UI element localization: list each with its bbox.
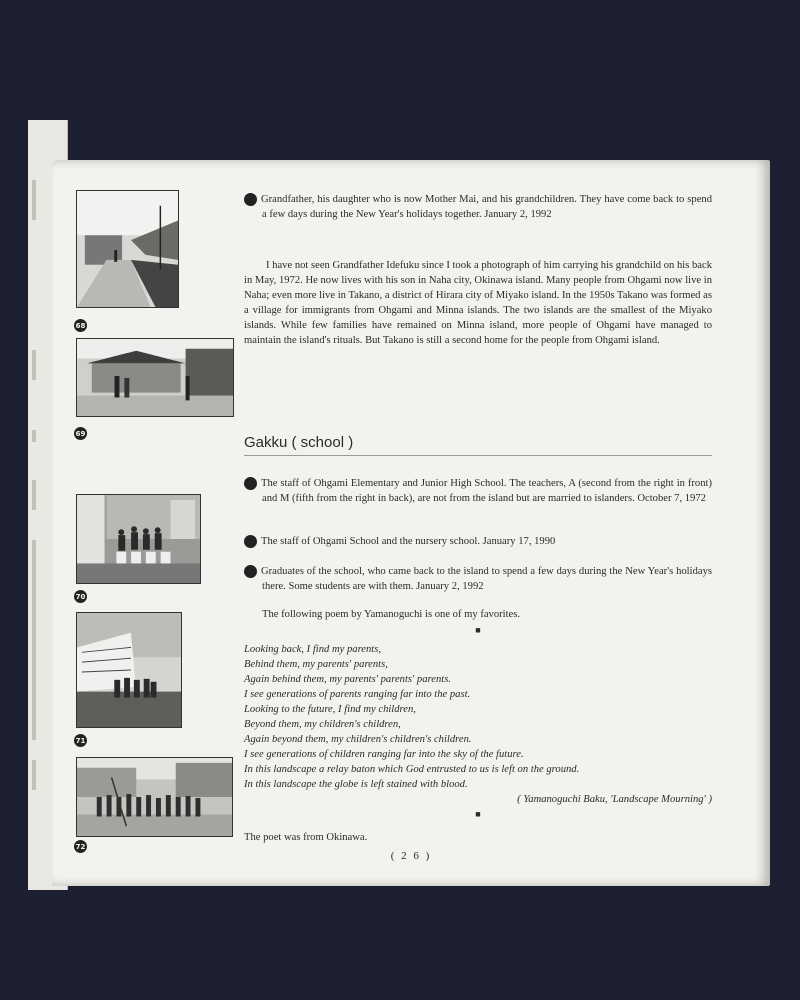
poem-line: Behind them, my parents' parents, — [244, 659, 388, 670]
poem-line: Looking to the future, I find my children, — [244, 704, 416, 715]
poem-line: I see generations of parents ranging far into the past. — [244, 689, 471, 700]
poem-attribution: ( Yamanoguchi Baku, 'Landscape Mourning' ) — [517, 794, 712, 805]
caption-69 — [232, 192, 712, 222]
photo-number-69: 69 — [74, 427, 87, 440]
poem-line: In this landscape the globe is left stained with blood. — [244, 779, 468, 790]
section-heading: Gakku ( school ) — [244, 434, 712, 456]
caption-number-70: 70 — [244, 477, 257, 490]
caption-number-72: 72 — [244, 565, 257, 578]
caption-number-71: 71 — [244, 535, 257, 548]
poem-line: Again behind them, my parents' parents' parents. — [244, 674, 451, 685]
caption-number-69: 69 — [244, 193, 257, 206]
poem-line: Again beyond them, my children's children's children. — [244, 734, 472, 745]
poem-intro: The following poem by Yamanoguchi is one of my favorites. — [262, 609, 521, 620]
photo-68 — [76, 190, 179, 308]
separator-mark: ■ — [475, 625, 481, 635]
photo-69 — [76, 338, 234, 417]
separator-mark: ■ — [475, 809, 481, 819]
book-page — [52, 160, 770, 886]
poem-line: Beyond them, my children's children, — [244, 719, 401, 730]
photo-number-70: 70 — [74, 590, 87, 603]
caption-69-text: Grandfather, his daughter who is now Mother Mai, and his grandchildren. They have come back to spend a few days during the New Year's holidays together. January 2, 1992 — [261, 194, 712, 220]
poem-line: Looking back, I find my parents, — [244, 644, 382, 655]
caption-71 — [232, 534, 712, 549]
photo-70 — [76, 494, 201, 584]
page-number: ( 2 6 ) — [390, 850, 432, 862]
closing-line: The poet was from Okinawa. — [244, 832, 368, 843]
photo-number-72: 72 — [74, 840, 87, 853]
photo-72 — [76, 757, 233, 837]
caption-70 — [232, 476, 712, 506]
caption-72 — [232, 564, 712, 594]
photo-number-71: 71 — [74, 734, 87, 747]
poem-line: In this landscape a relay baton which God entrusted to us is left on the ground. — [244, 764, 580, 775]
caption-70-text: The staff of Ohgami Elementary and Junior High School. The teachers, A (second from the right in front) and M (fifth from the right in back), are not from the island but are married to islanders. October 7, 1972 — [261, 478, 712, 504]
caption-71-text: The staff of Ohgami School and the nursery school. January 17, 1990 — [261, 536, 556, 547]
poem-line: I see generations of children ranging far into the sky of the future. — [244, 749, 524, 760]
poem-section — [244, 607, 712, 845]
caption-72-text: Graduates of the school, who came back to the island to spend a few days during the New Year's holidays there. Some students are with them. January 2, 1992 — [261, 566, 712, 592]
photo-71 — [76, 612, 182, 728]
body-paragraph: I have not seen Grandfather Idefuku since I took a photograph of him carrying his grandchild on his back in May, 1972. He now lives with his son in Naha city, Okinawa island. Many people from Ohgami now live in Naha; even more live in Takano, a district of Hirara city of Miyako island. In the 1950s Takano was formed as a village for immigrants from Ohgami and Minna islands. The two islands are the smallest of the Miyako islands. While few families have remained on Minna island, more people of Ohgami have managed to maintain the island's rituals. But Takano is still a second home for the people from Ohgami island. — [244, 260, 712, 346]
photo-number-68: 68 — [74, 319, 87, 332]
